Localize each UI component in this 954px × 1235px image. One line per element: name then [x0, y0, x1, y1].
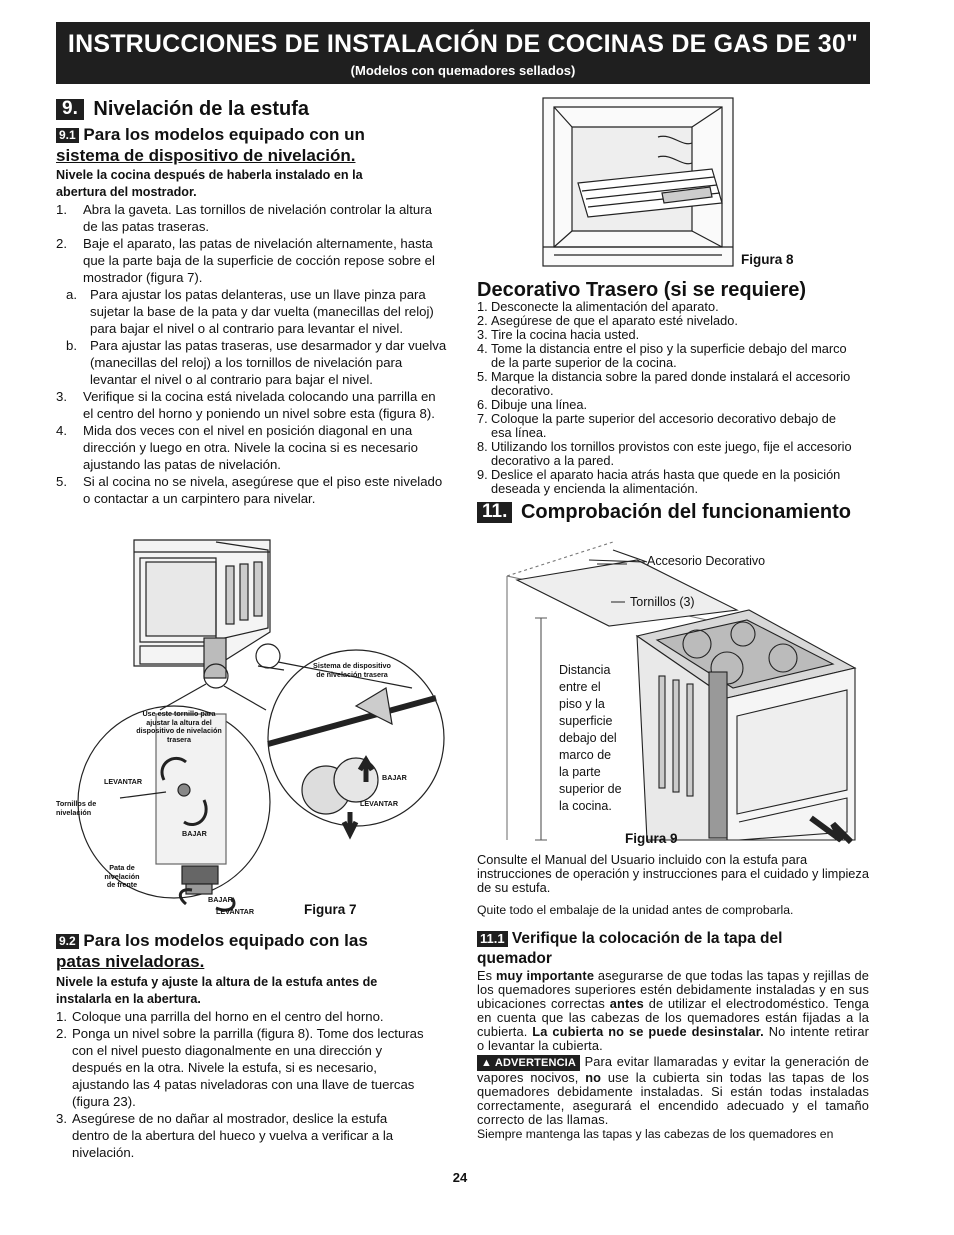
- list-item: 2. Ponga un nivel sobre la parrilla (figura 8). Tome dos lecturas con el nivel puesto diagonalmente en una dirección y después en la otra. Nivele la estufa, si es necesario, ajustando las 4 patas niveladoras con una llave de tuercas (figura 23).: [56, 1026, 424, 1109]
- list-item: 9. Deslice el aparato hacia atrás hasta que quede en la posición deseada y encienda la alimentación.: [477, 467, 841, 496]
- section-9-2-intro: Nivele la estufa y ajuste la altura de la estufa antes de instalarla en la abertura.: [56, 975, 378, 1006]
- list-item: 2. Asegúrese de que el aparato esté nivelado.: [477, 313, 738, 328]
- list-item: 4. Tome la distancia entre el piso y la superficie debajo del marco de la parte superior de la cocina.: [477, 341, 847, 370]
- list-item: 3. Tire la cocina hacia usted.: [477, 327, 640, 342]
- section-9-2-steps: [56, 1008, 428, 1161]
- list-item: 5. Marque la distancia sobre la pared donde instalará el accesorio decorativo.: [477, 369, 851, 398]
- header-banner: [56, 22, 870, 84]
- figure-7-caption: Figura 7: [304, 902, 357, 917]
- section-9-1-steps: [56, 201, 448, 286]
- section-9-1-heading: [56, 124, 456, 166]
- figure-9: [477, 540, 877, 850]
- list-item: 4. Mida dos veces con el nivel en posición diagonal en una dirección y luego en otra. Nivele la cocina si es necesario ajustando las patas de nivelación.: [56, 423, 418, 472]
- section-number-badge: 11.: [477, 502, 512, 523]
- section-number-badge: 9.: [56, 99, 84, 120]
- section-9-1-title-a: Para los modelos equipado con un: [83, 125, 365, 144]
- section-11-consult: Consulte el Manual del Usuario incluido con la estufa para instrucciones de operación y instrucciones para el cuidado y limpieza de su estufa.: [477, 852, 869, 895]
- section-9: [56, 97, 456, 507]
- fig9-label-tornillos: Tornillos (3): [630, 595, 695, 609]
- section-9-heading: [56, 97, 456, 121]
- section-9-title: Nivelación de la estufa: [93, 98, 310, 120]
- section-9-1-title-b: sistema de dispositivo de nivelación.: [56, 146, 356, 165]
- fig9-label-distancia: Distancia entre el piso y la superficie debajo del marco de la parte superior de la cocina.: [559, 663, 622, 813]
- section-10-steps: [477, 300, 853, 496]
- figure-9-illustration: [477, 540, 877, 850]
- section-11-1-paragraph: Es muy importante asegurarse de que todas las tapas y rejillas de los quemadores superiores estén debidamente instaladas y en sus ubicaciones correctas antes de utilizar el electrodoméstico. Tenga en cuenta que las cabezas de los quemadores están fijadas a la cubierta. La cubierta no se puede desinstalar. No intente retirar o levantar la cubierta.: [477, 968, 869, 1053]
- section-11-remove: Quite todo el embalaje de la unidad antes de comprobarla.: [477, 903, 794, 917]
- list-item: 1. Desconecte la alimentación del aparato.: [477, 299, 719, 314]
- section-10-title: Decorativo Trasero (si se requiere): [477, 279, 807, 301]
- fig7-label-bajar: BAJAR: [182, 829, 207, 838]
- section-11-title: Comprobación del funcionamiento: [520, 501, 851, 523]
- section-9-1-intro: Nivele la cocina después de haberla instalado en la abertura del mostrador.: [56, 168, 363, 199]
- fig7-label-screw: Use este tornillo para ajustar la altura del dispositivo de nivelación trasera: [136, 709, 222, 744]
- page-number: 24: [452, 1170, 468, 1185]
- section-9-2: [56, 930, 456, 1161]
- section-11-1-heading: [477, 929, 869, 969]
- figure-8-caption: Figura 8: [741, 252, 794, 267]
- fig7-label-levantar-rear: LEVANTAR: [360, 799, 399, 808]
- list-item: 5. Si al cocina no se nivela, asegúrese que el piso este nivelado o contactar a un carpintero para nivelar.: [56, 474, 443, 506]
- list-item: 1. Coloque una parrilla del horno en el centro del horno.: [56, 1009, 384, 1024]
- subsection-number-badge: 9.2: [56, 934, 79, 949]
- warning-badge: ▲ ADVERTENCIA: [477, 1055, 580, 1071]
- document-title: INSTRUCCIONES DE INSTALACIÓN DE COCINAS DE GAS DE 30": [67, 30, 859, 58]
- list-item: 3. Asegúrese de no dañar al mostrador, deslice la estufa dentro de la abertura del hueco y vuelva a verificar a la nivelación.: [56, 1111, 394, 1160]
- figure-9-caption: Figura 9: [625, 831, 678, 846]
- figure-8: [542, 97, 734, 267]
- section-9-1-substeps: [56, 286, 448, 388]
- list-item: a. Para ajustar los patas delanteras, use un llave pinza para sujetar la base de la pata y dar vuelta (manecillas del reloj) para bajar el nivel o al contrario para levantar el nivel.: [66, 287, 434, 336]
- subsection-number-badge: 9.1: [56, 128, 79, 143]
- section-9-2-title-b: patas niveladoras.: [56, 952, 205, 971]
- fig7-label-pata: Pata de nivelación de frente: [104, 863, 140, 889]
- list-item: 1. Abra la gaveta. Las tornillos de nivelación controlar la altura de las patas traseras.: [56, 202, 432, 234]
- section-11-1-last-line: Siempre mantenga las tapas y las cabezas de los quemadores en: [477, 1127, 834, 1141]
- subsection-number-badge: 11.1: [477, 931, 508, 947]
- section-9-1-steps-continued: [56, 388, 448, 507]
- section-9-2-heading: [56, 930, 456, 972]
- fig7-label-system: Sistema de dispositivo de nivelación trasera: [313, 661, 391, 679]
- section-11-1: [477, 929, 869, 1141]
- list-item: 6. Dibuje una línea.: [477, 397, 588, 412]
- section-11-1-title-b: quemador: [477, 950, 552, 967]
- warning-icon: ▲: [481, 1057, 493, 1069]
- section-11-1-warning-paragraph: ▲ ADVERTENCIA Para evitar llamaradas y evitar la generación de vapores nocivos, no use la cubierta sin todas las tapas de los quemadores debidamente instaladas. Si están todas instaladas correctamente, asegurará el encendido adecuado y el tamaño correcto de las llamas.: [477, 1054, 869, 1127]
- fig7-label-bajar-front: BAJAR: [208, 895, 233, 904]
- list-item: 3. Verifique si la cocina está nivelada colocando una parrilla en el centro del horno y poniendo un nivel sobre esta (figura 8).: [56, 389, 436, 421]
- section-10: [477, 278, 877, 496]
- document-subtitle: (Modelos con quemadores sellados): [350, 63, 576, 78]
- list-item: 7. Coloque la parte superior del accesorio decorativo debajo de esa línea.: [477, 411, 837, 440]
- fig7-label-tornillos: Tornillos de nivelación: [56, 799, 97, 817]
- list-item: b. Para ajustar las patas traseras, use desarmador y dar vuelva (manecillas del reloj) a los tornillos de nivelación para levantar el nivel o al contrario para bajar el nivel.: [66, 338, 447, 387]
- section-11-heading: [477, 500, 877, 524]
- fig7-label-levantar: LEVANTAR: [104, 777, 143, 786]
- fig7-label-levantar-front: LEVANTAR: [216, 907, 255, 916]
- list-item: 2. Baje el aparato, las patas de nivelación alternamente, hasta que la parte baja de la superficie de cocción repose sobre el mostrador (figura 7).: [56, 236, 435, 285]
- figure-7: [56, 538, 456, 922]
- section-9-2-title-a: Para los modelos equipado con las: [83, 931, 368, 950]
- list-item: 8. Utilizando los tornillos provistos con este juego, fije el accesorio decorativo a la pared.: [477, 439, 852, 468]
- fig7-label-bajar-rear: BAJAR: [382, 773, 407, 782]
- figure-8-illustration: [542, 97, 734, 267]
- fig9-label-accesorio: Accesorio Decorativo: [647, 554, 766, 568]
- section-11-1-title-a: Verifique la colocación de la tapa del: [511, 930, 783, 947]
